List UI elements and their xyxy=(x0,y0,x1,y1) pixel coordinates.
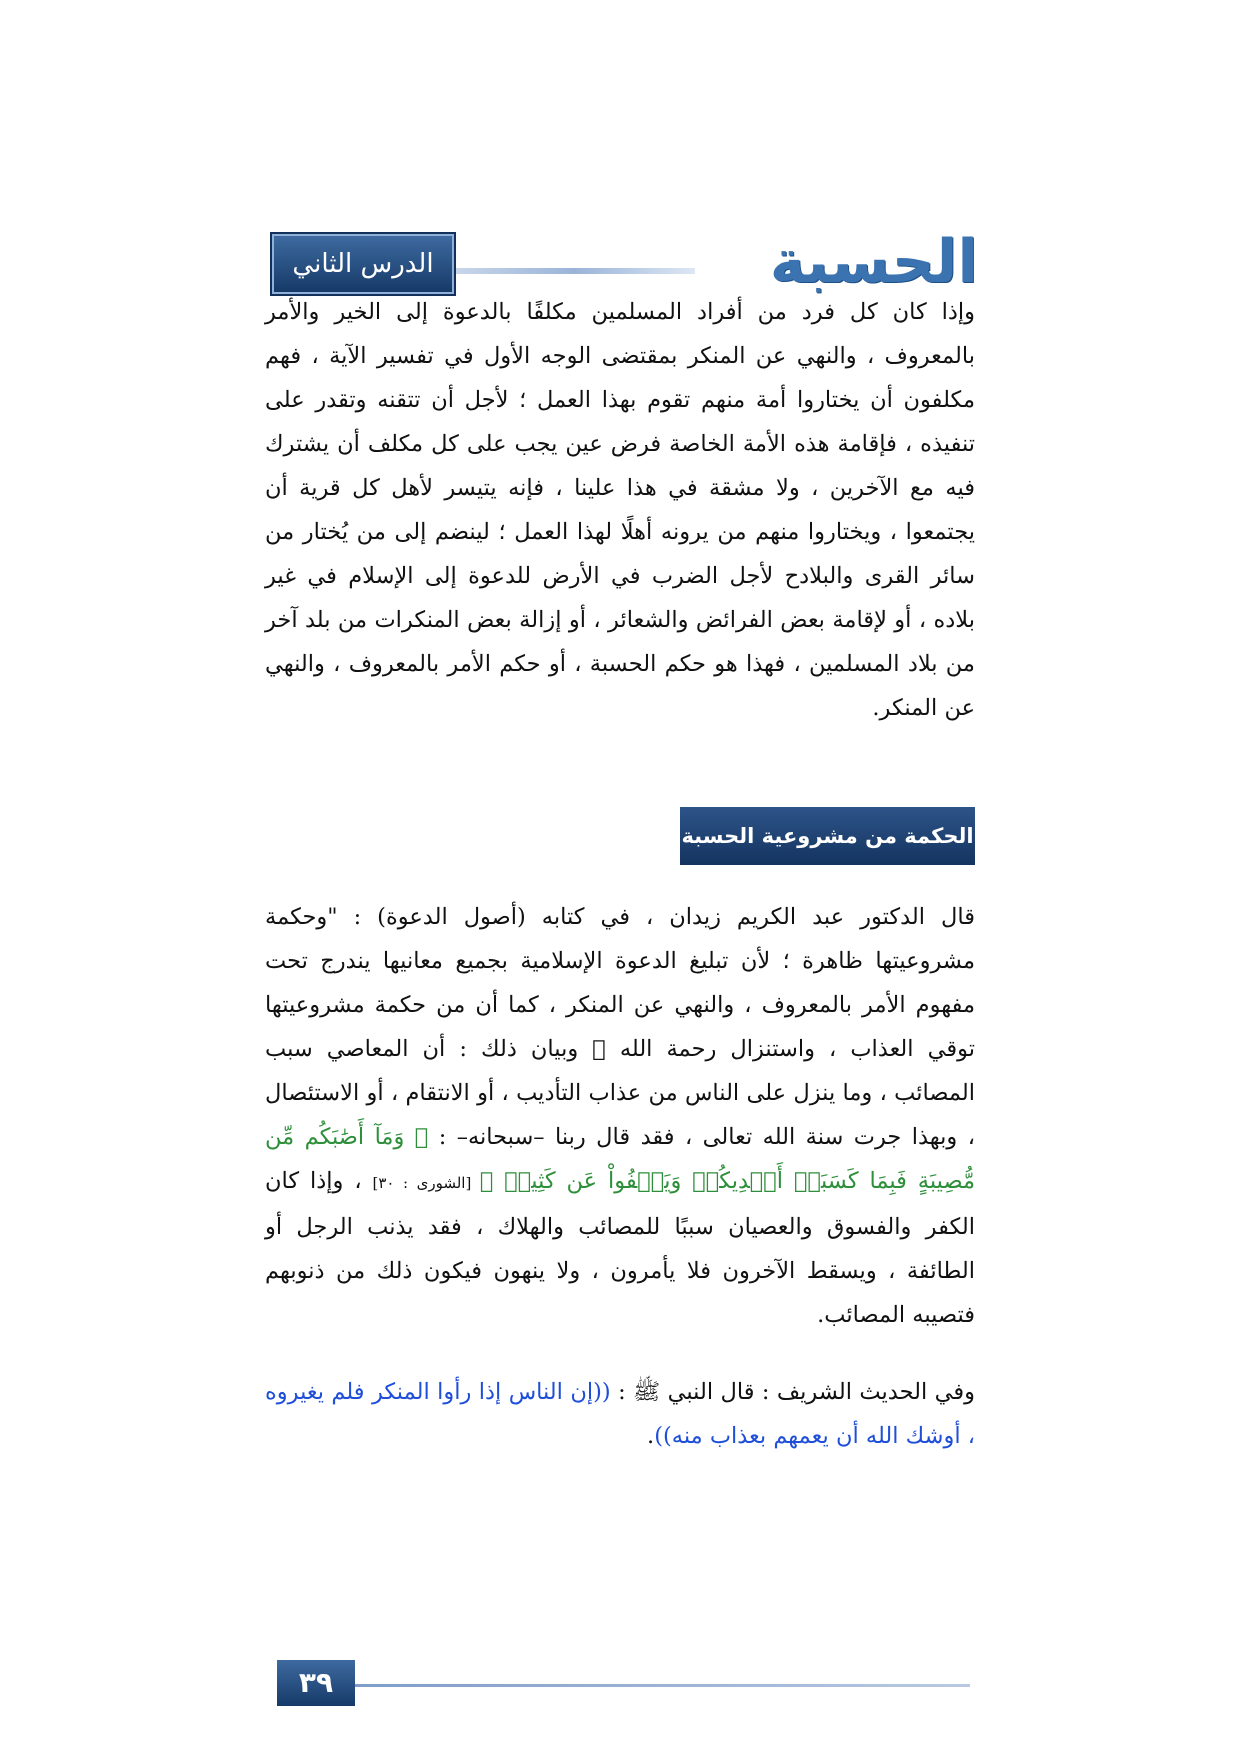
hadith-paragraph xyxy=(265,1370,975,1458)
footer-divider xyxy=(355,1684,970,1687)
intro-paragraph: وإذا كان كل فرد من أفراد المسلمين مكلفًا بالدعوة إلى الخير والأمر بالمعروف ، والنهي عن المنكر بمقتضى الوجه الأول في تفسير الآية ، فهم مكلفون أن يختاروا أمة منهم تقوم بهذا العمل ؛ لأجل أن تتقنه وتقدر على تنفيذه ، فإقامة هذه الأمة الخاصة فرض عين يجب على كل مكلف أن يشترك فيه مع الآخرين ، ولا مشقة في هذا علينا ، فإنه يتيسر لأهل كل قرية أن يجتمعوا ، ويختاروا منهم من يرونه أهلًا لهذا العمل ؛ لينضم إلى من يُختار من سائر القرى والبلادح لأجل الضرب في الأرض للدعوة إلى الإسلام في غير بلاده ، أو لإقامة بعض الفرائض والشعائر ، أو إزالة بعض المنكرات من بلد آخر من بلاد المسلمين ، فهذا هو حكم الحسبة ، أو حكم الأمر بالمعروف ، والنهي عن المنكر. xyxy=(265,299,975,721)
verse-reference: [الشورى : ٣٠] xyxy=(372,1174,480,1192)
page-number: ٣٩ xyxy=(277,1660,355,1706)
lesson-badge: الدرس الثاني xyxy=(272,234,454,294)
section-heading: الحكمة من مشروعية الحسبة xyxy=(680,807,975,865)
quote-intro-text: قال الدكتور عبد الكريم زيدان ، في كتابه (أصول الدعوة) : "وحكمة مشروعيتها ظاهرة ؛ لأن تبليغ الدعوة الإسلامية بجميع معانيها يندرج تحت مفهوم الأمر بالمعروف ، والنهي عن المنكر ، كما أن من حكمة مشروعيتها توقي العذاب ، واستنزال رحمة الله ﷻ وبيان ذلك : أن المعاصي سبب المصائب ، وما ينزل على الناس من عذاب التأديب ، أو الانتقام ، أو الاستئصال ، وبهذا جرت سنة الله تعالى ، فقد قال ربنا –سبحانه– : xyxy=(265,904,975,1150)
hadith-intro-text: وفي الحديث الشريف : قال النبي ﷺ : xyxy=(610,1379,975,1405)
hadith-end-text: . xyxy=(647,1423,655,1449)
quran-verse: ﴿ وَمَآ أَصَٰبَكُم مِّن مُّصِيبَةٍ فَبِمَا كَسَبَتۡ أَيۡدِيكُمۡ وَيَعۡفُواْ عَن كَثِيرٖ ﴾ xyxy=(265,1124,976,1194)
hadith-quote: ((إن الناس إذا رأوا المنكر فلم يغيروه ، أوشك الله أن يعمهم بعذاب منه)) xyxy=(265,1379,975,1449)
quote-paragraph xyxy=(265,895,975,1337)
header-divider xyxy=(455,268,695,274)
quote-rest-text: ، وإذا كان الكفر والفسوق والعصيان سببًا للمصائب والهلاك ، فقد يذنب الرجل أو الطائفة ، ويسقط الآخرون فلا يأمرون ، ولا ينهون فيكون ذلك من ذنوبهم فتصيبه المصائب. xyxy=(265,1168,975,1328)
page-title: الحسبة xyxy=(769,227,978,297)
